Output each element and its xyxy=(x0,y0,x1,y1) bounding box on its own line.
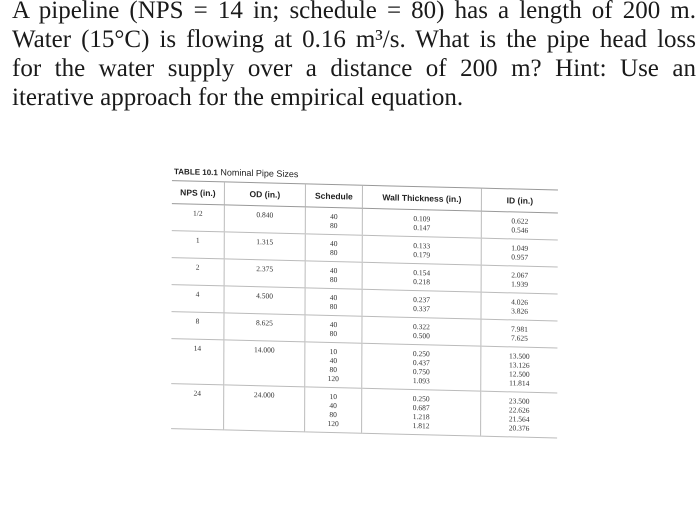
cell-wall-thickness xyxy=(362,262,481,292)
cell-nps: 1 xyxy=(172,231,225,259)
table-caption-label: TABLE 10.1 xyxy=(173,167,218,178)
cell-wall-thickness xyxy=(362,289,481,319)
cell-id-value: 7.981 xyxy=(511,324,528,334)
cell-id-value: 11.814 xyxy=(509,378,530,388)
cell-wall-thickness-value: 0.179 xyxy=(413,249,431,260)
cell-schedule-value: 80 xyxy=(329,247,338,258)
cell-wall-thickness-value: 0.750 xyxy=(412,366,430,377)
cell-schedule-value: 80 xyxy=(330,220,338,231)
cell-schedule-value: 40 xyxy=(329,265,338,276)
header-nps: NPS (in.) xyxy=(172,181,225,205)
cell-id-value: 0.957 xyxy=(511,252,529,262)
cell-od: 8.625 xyxy=(224,313,305,342)
cell-schedule xyxy=(305,207,362,235)
cell-wall-thickness xyxy=(362,235,481,265)
cell-id xyxy=(481,391,558,438)
cell-wall-thickness xyxy=(362,316,481,346)
cell-nps: 4 xyxy=(171,285,224,313)
cell-schedule-value: 40 xyxy=(329,400,337,411)
header-od: OD (in.) xyxy=(224,182,305,207)
cell-nps: 24 xyxy=(171,384,224,430)
problem-statement xyxy=(12,0,696,112)
cell-id-value: 1.049 xyxy=(511,243,529,253)
cell-schedule xyxy=(305,387,362,433)
cell-schedule-value: 80 xyxy=(329,409,337,420)
cell-nps: 8 xyxy=(171,312,224,340)
cell-id-value: 1.939 xyxy=(511,279,529,289)
cell-schedule-value: 80 xyxy=(329,364,338,375)
cell-id xyxy=(481,292,558,321)
cell-id-value: 4.026 xyxy=(511,297,529,307)
cell-schedule-value: 80 xyxy=(329,328,338,339)
cell-schedule-value: 40 xyxy=(329,319,338,330)
cell-id-value: 3.826 xyxy=(511,306,528,316)
table-row xyxy=(171,384,557,438)
table-body xyxy=(171,204,558,438)
header-wall-thickness: Wall Thickness (in.) xyxy=(362,185,481,211)
cell-id xyxy=(481,211,558,240)
cell-id-value: 0.546 xyxy=(511,225,529,235)
cell-wall-thickness-value: 0.687 xyxy=(412,402,430,413)
table-caption-title: Nominal Pipe Sizes xyxy=(220,167,299,180)
cell-id xyxy=(481,319,558,348)
cell-wall-thickness-value: 0.109 xyxy=(413,213,431,224)
nominal-pipe-sizes-table xyxy=(171,180,558,438)
cell-wall-thickness-value: 0.147 xyxy=(413,222,431,233)
cell-wall-thickness-value: 0.218 xyxy=(413,276,431,287)
table-caption xyxy=(174,166,298,179)
cell-id-value: 12.500 xyxy=(508,369,530,379)
problem-line-3: for the water supply over a distance of 200 m? Hint: Use an xyxy=(12,55,696,82)
cell-schedule-value: 120 xyxy=(327,418,339,429)
problem-line-4: iterative approach for the empirical equation. xyxy=(12,84,464,111)
cell-od: 4.500 xyxy=(224,286,305,315)
cell-wall-thickness-value: 0.337 xyxy=(413,303,430,314)
cell-od: 1.315 xyxy=(224,232,305,261)
cell-id-value: 22.626 xyxy=(508,405,530,415)
cell-wall-thickness-value: 0.237 xyxy=(413,294,431,305)
cell-schedule-value: 80 xyxy=(329,274,338,285)
header-schedule: Schedule xyxy=(305,184,362,208)
cell-id xyxy=(481,265,558,294)
cell-id-value: 0.622 xyxy=(511,216,529,226)
cell-id-value: 13.126 xyxy=(509,360,530,370)
cell-schedule-value: 40 xyxy=(329,292,338,303)
cell-schedule-value: 40 xyxy=(329,355,338,366)
cell-wall-thickness-value: 0.500 xyxy=(412,330,430,341)
cell-nps: 14 xyxy=(171,339,224,385)
cell-wall-thickness-value: 0.250 xyxy=(412,393,430,404)
cell-od: 14.000 xyxy=(224,340,305,387)
header-id: ID (in.) xyxy=(481,188,558,213)
pipe-size-table-figure xyxy=(167,168,558,458)
cell-schedule xyxy=(305,342,362,388)
cell-schedule xyxy=(305,234,362,262)
cell-wall-thickness-value: 1.812 xyxy=(412,420,430,431)
cell-wall-thickness xyxy=(362,343,481,391)
cell-id-value: 7.625 xyxy=(510,333,528,343)
cell-wall-thickness-value: 0.154 xyxy=(413,267,431,278)
cell-od: 2.375 xyxy=(224,259,305,288)
cell-id-value: 23.500 xyxy=(508,396,530,406)
cell-wall-thickness-value: 1.093 xyxy=(412,375,430,386)
problem-line-1: A pipeline (NPS = 14 in; schedule = 80) has a length of 200 m. xyxy=(12,0,696,24)
cell-schedule-value: 80 xyxy=(329,301,338,312)
cell-id-value: 20.376 xyxy=(508,423,530,433)
cell-schedule xyxy=(305,261,362,289)
cell-nps: 2 xyxy=(172,258,225,286)
cell-nps: 1/2 xyxy=(172,204,225,232)
cell-schedule xyxy=(305,315,362,343)
cell-wall-thickness xyxy=(362,208,481,238)
cell-schedule-value: 40 xyxy=(329,238,338,249)
cell-wall-thickness-value: 0.250 xyxy=(412,348,430,359)
cell-wall-thickness-value: 0.437 xyxy=(412,357,430,368)
cell-id-value: 2.067 xyxy=(511,270,529,280)
cell-wall-thickness-value: 1.218 xyxy=(412,411,430,422)
cell-schedule-value: 120 xyxy=(327,373,339,384)
cell-schedule-value: 40 xyxy=(330,211,338,222)
cell-od: 24.000 xyxy=(224,385,305,432)
cell-schedule-value: 10 xyxy=(329,346,338,357)
cell-schedule-value: 10 xyxy=(329,391,337,402)
cell-wall-thickness-value: 0.322 xyxy=(413,321,430,332)
cell-id xyxy=(481,346,558,393)
cell-id-value: 13.500 xyxy=(509,351,530,361)
cell-wall-thickness xyxy=(362,388,481,436)
problem-line-2: Water (15°C) is flowing at 0.16 m³/s. What is the pipe head loss xyxy=(12,26,696,53)
cell-schedule xyxy=(305,288,362,316)
cell-id-value: 21.564 xyxy=(508,414,530,424)
cell-od: 0.840 xyxy=(224,205,305,234)
cell-id xyxy=(481,238,558,267)
cell-wall-thickness-value: 0.133 xyxy=(413,240,431,251)
